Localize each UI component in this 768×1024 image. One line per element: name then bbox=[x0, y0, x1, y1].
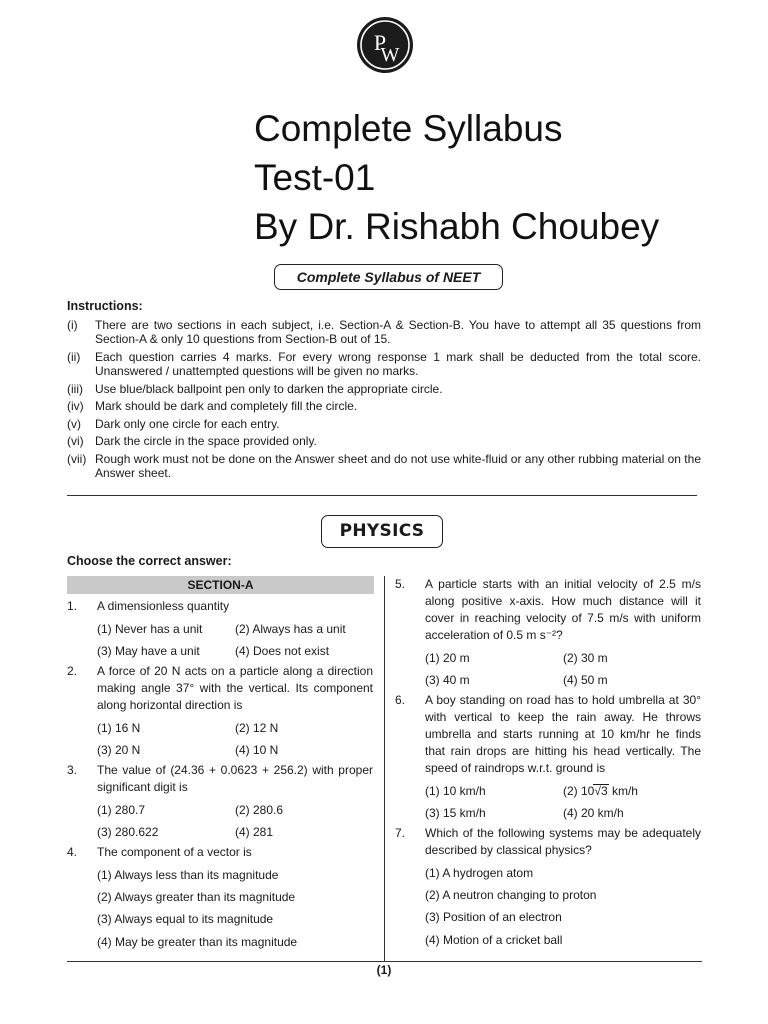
option-1: (1) 10 km/h bbox=[425, 783, 486, 798]
instruction-text: Use blue/black ballpoint pen only to darken the appropriate circle. bbox=[95, 381, 443, 396]
question-text: The component of a vector is bbox=[97, 845, 252, 859]
option-2: (2) Always has a unit bbox=[235, 621, 346, 636]
title-line-3: By Dr. Rishabh Choubey bbox=[254, 206, 660, 247]
option-4: (4) May be greater than its magnitude bbox=[97, 934, 298, 949]
option-2: (2) 280.6 bbox=[235, 802, 284, 817]
instruction-item bbox=[67, 417, 701, 431]
question-7 bbox=[395, 825, 701, 951]
title-line-1: Complete Syllabus bbox=[254, 108, 563, 149]
right-column bbox=[395, 576, 701, 951]
option-3: (3) Always equal to its magnitude bbox=[97, 912, 274, 927]
question-text: The value of (24.36 + 0.0623 + 256.2) with proper significant digit is bbox=[97, 763, 373, 794]
option-3: (3) 20 N bbox=[97, 743, 141, 758]
subject-heading: PHYSICS bbox=[321, 515, 443, 548]
question-text: Which of the following systems may be adequately described by classical physics? bbox=[425, 826, 701, 857]
option-4: (4) Motion of a cricket ball bbox=[425, 932, 563, 947]
question-2 bbox=[67, 663, 373, 762]
instruction-number: (vii) bbox=[67, 451, 87, 466]
option-4: (4) Does not exist bbox=[235, 644, 330, 659]
section-a-header: SECTION-A bbox=[67, 576, 374, 594]
question-text: A boy standing on road has to hold umbrella at 30° with vertical to keep the rain away. He throws umbrella and starts running at 10 km/hr he finds that rain drops are hitting his head vertically. The speed of raindrops w.r.t. ground is bbox=[425, 693, 701, 775]
bottom-rule bbox=[67, 961, 702, 962]
option-2-suffix: km/h bbox=[608, 783, 638, 798]
syllabus-label: Complete Syllabus of NEET bbox=[274, 264, 503, 290]
option-3: (3) 40 m bbox=[425, 673, 470, 688]
instructions-list bbox=[67, 318, 701, 484]
question-text: A force of 20 N acts on a particle along a direction making angle 37° with the vertical. Its component along horizontal direction is bbox=[97, 664, 373, 712]
question-number: 3. bbox=[67, 763, 78, 777]
option-1: (1) Never has a unit bbox=[97, 621, 203, 636]
instruction-number: (i) bbox=[67, 318, 78, 332]
title-line-2: Test-01 bbox=[254, 157, 376, 198]
instruction-number: (iii) bbox=[67, 381, 83, 396]
question-number: 4. bbox=[67, 845, 78, 859]
question-number: 2. bbox=[67, 664, 78, 678]
option-1: (1) 280.7 bbox=[97, 802, 146, 817]
option-2: (2) 12 N bbox=[235, 720, 279, 735]
option-2-prefix: (2) 10 bbox=[563, 783, 595, 798]
instruction-text: Dark only one circle for each entry. bbox=[95, 416, 280, 431]
choose-answer-label: Choose the correct answer: bbox=[67, 554, 232, 568]
instruction-item bbox=[67, 434, 701, 448]
instruction-number: (ii) bbox=[67, 349, 81, 364]
instruction-text: Mark should be dark and completely fill the circle. bbox=[95, 399, 358, 414]
question-1 bbox=[67, 598, 373, 663]
section-divider bbox=[67, 495, 697, 496]
question-5 bbox=[395, 576, 701, 692]
instruction-item bbox=[67, 399, 701, 413]
instruction-number: (iv) bbox=[67, 399, 84, 414]
option-4: (4) 281 bbox=[235, 825, 274, 840]
option-3: (3) 15 km/h bbox=[425, 806, 486, 821]
question-number: 6. bbox=[395, 693, 406, 707]
instruction-text: Dark the circle in the space provided only. bbox=[95, 434, 317, 449]
instructions-heading: Instructions: bbox=[67, 299, 143, 313]
option-1: (1) Always less than its magnitude bbox=[97, 867, 279, 882]
instruction-text: There are two sections in each subject, i.e. Section-A & Section-B. You have to attempt all 35 questions from Section-A & only 10 questions from Section-B out of 15. bbox=[95, 318, 701, 347]
option-1: (1) 20 m bbox=[425, 650, 470, 665]
radicand: 3 bbox=[600, 783, 608, 798]
instruction-text: Rough work must not be done on the Answer sheet and do not use white-fluid or any other rubbing material on the Answer sheet. bbox=[95, 451, 701, 481]
option-3: (3) May have a unit bbox=[97, 644, 200, 659]
svg-text:P: P bbox=[373, 30, 387, 55]
question-text: A particle starts with an initial velocity of 2.5 m/s along positive x-axis. How much distance will it cover in reaching velocity of 7.5 m/s with uniform acceleration of 0.5 m s⁻²? bbox=[425, 577, 701, 642]
page-number: (1) bbox=[376, 963, 392, 977]
left-column bbox=[67, 598, 373, 953]
pw-logo bbox=[357, 17, 413, 73]
instruction-item bbox=[67, 382, 701, 396]
column-divider bbox=[384, 576, 385, 961]
option-4: (4) 10 N bbox=[235, 743, 279, 758]
instruction-item bbox=[67, 452, 701, 480]
option-3: (3) 280.622 bbox=[97, 825, 159, 840]
instruction-item bbox=[67, 350, 701, 378]
instruction-text: Each question carries 4 marks. For every wrong response 1 mark shall be deducted from the total score. Unanswered / unattempted questions will be given no marks. bbox=[95, 349, 701, 378]
option-2: (2) A neutron changing to proton bbox=[425, 887, 597, 902]
option-4: (4) 20 km/h bbox=[563, 806, 624, 821]
svg-text:W: W bbox=[380, 44, 400, 66]
question-6 bbox=[395, 692, 701, 825]
question-number: 7. bbox=[395, 826, 406, 840]
instruction-item bbox=[67, 318, 701, 346]
question-number: 5. bbox=[395, 577, 406, 591]
question-3 bbox=[67, 762, 373, 844]
instruction-number: (vi) bbox=[67, 434, 84, 449]
question-number: 1. bbox=[67, 599, 78, 613]
test-title bbox=[254, 104, 734, 251]
option-2 bbox=[563, 783, 701, 800]
option-3: (3) Position of an electron bbox=[425, 910, 562, 925]
question-text: A dimensionless quantity bbox=[97, 599, 230, 613]
sqrt-symbol: √3 bbox=[594, 783, 608, 798]
option-1: (1) 16 N bbox=[97, 720, 141, 735]
option-2: (2) Always greater than its magnitude bbox=[97, 889, 296, 904]
option-1: (1) A hydrogen atom bbox=[425, 865, 534, 880]
question-4 bbox=[67, 844, 373, 953]
option-2: (2) 30 m bbox=[563, 650, 608, 665]
instruction-number: (v) bbox=[67, 416, 81, 431]
option-4: (4) 50 m bbox=[563, 673, 608, 688]
